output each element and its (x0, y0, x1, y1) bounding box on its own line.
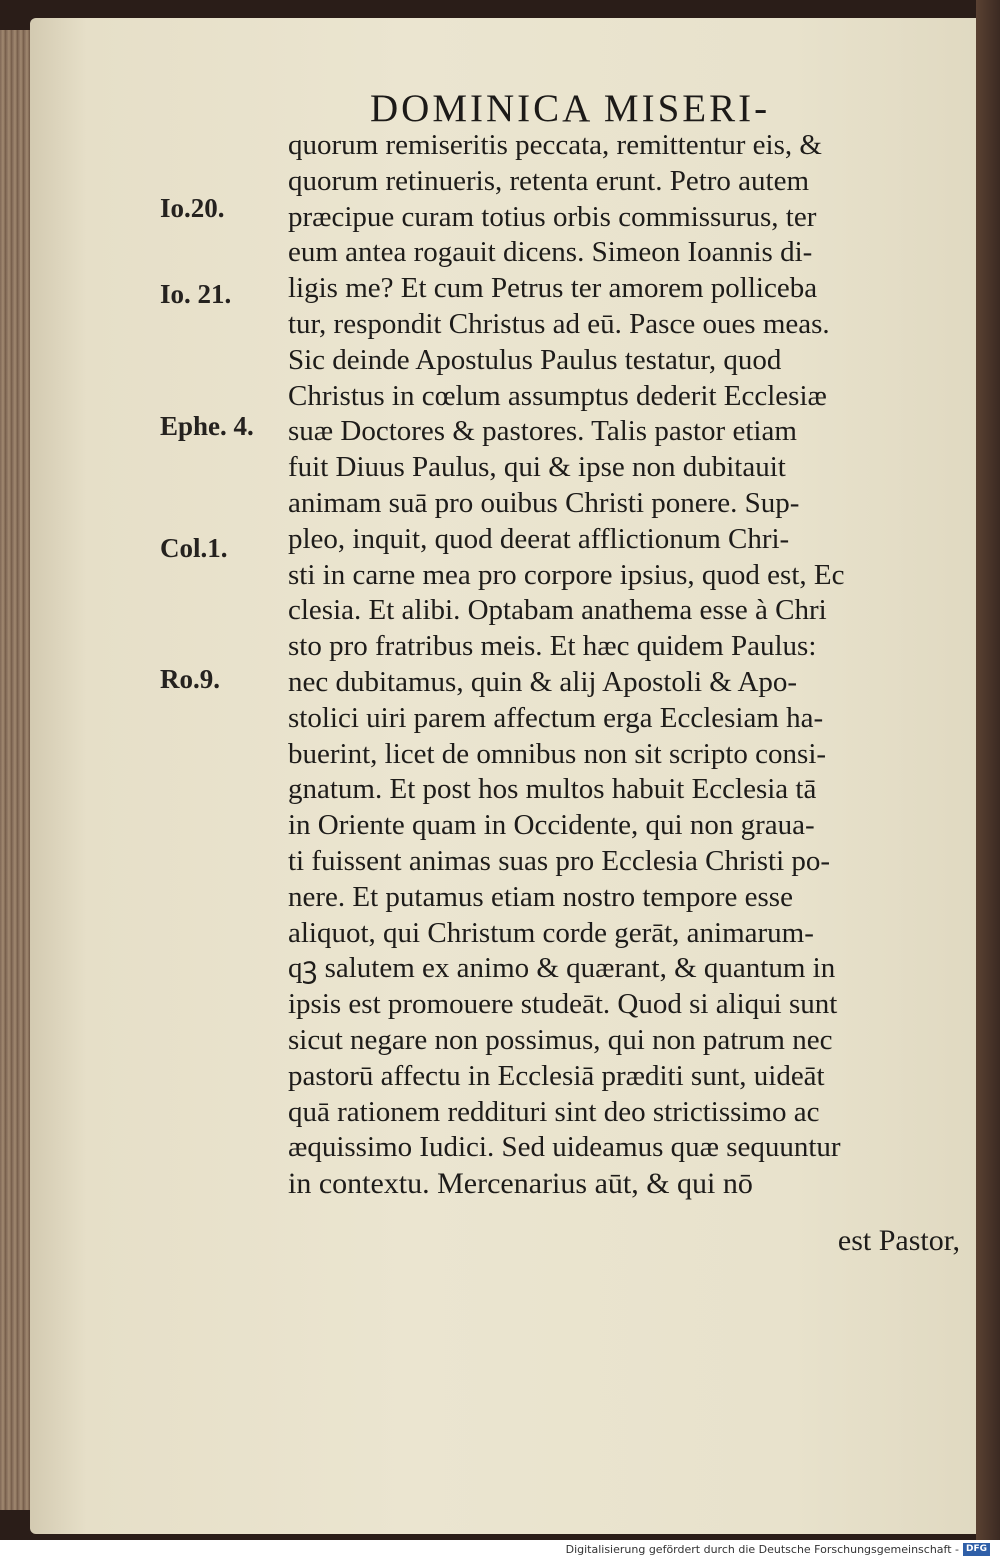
text-line: æquissimo Iudici. Sed uideamus quæ sequuntur (288, 1131, 841, 1164)
body-text (288, 128, 956, 1202)
text-line: gnatum. Et post hos multos habuit Ecclesia tā (288, 773, 817, 806)
text-line: pastorū affectu in Ecclesiā præditi sunt, uideāt (288, 1059, 825, 1092)
running-head: DOMINICA MISERI- (370, 87, 771, 130)
text-line: quorum retinueris, retenta erunt. Petro autem (288, 164, 810, 197)
text-line: animam suā pro ouibus Christi ponere. Sup- (288, 486, 800, 519)
text-line: aliquot, qui Christum corde gerāt, animarum- (288, 916, 814, 949)
text-line: clesia. Et alibi. Optabam anathema esse à Chri (288, 594, 827, 627)
dfg-logo: DFG (963, 1543, 990, 1556)
text-line: tur, respondit Christus ad eū. Pasce oues meas. (288, 307, 830, 340)
catchword: est Pastor, (837, 1224, 960, 1257)
book-edge-right (976, 0, 1000, 1540)
text-line: eum antea rogauit dicens. Simeon Ioannis di- (288, 236, 813, 269)
marginal-note-io20: Io.20. (160, 193, 225, 223)
credit-text: Digitalisierung gefördert durch die Deutsche Forschungsgemeinschaft - (565, 1542, 959, 1556)
text-line: ipsis est promouere studeāt. Quod si aliqui sunt (288, 988, 838, 1021)
text-line: ligis me? Et cum Petrus ter amorem polliceba (288, 272, 818, 305)
text-line: sicut negare non possimus, qui non patrum nec (288, 1023, 833, 1056)
text-line: Sic deinde Apostulus Paulus testatur, quod (288, 343, 782, 376)
text-line: quorum remiseritis peccata, remittentur eis, & (288, 129, 822, 161)
text-line: sti in carne mea pro corpore ipsius, quod est, Ec (288, 558, 845, 591)
marginal-note-col1: Col.1. (160, 533, 228, 563)
text-line: præcipue curam totius orbis commissurus, ter (288, 200, 817, 233)
marginal-note-io21: Io. 21. (160, 279, 232, 309)
marginal-note-ro9: Ro.9. (160, 664, 220, 694)
digitization-credit (566, 1541, 990, 1557)
text-line: nere. Et putamus etiam nostro tempore esse (288, 880, 793, 913)
text-line: sto pro fratribus meis. Et hæc quidem Paulus: (288, 630, 817, 663)
marginal-note-ephe4: Ephe. 4. (160, 411, 254, 441)
text-line: suæ Doctores & pastores. Talis pastor etiam (288, 415, 797, 448)
book-edge-left (0, 30, 34, 1510)
text-line: Christus in cœlum assumptus dederit Ecclesiæ (288, 379, 827, 412)
text-line: in Oriente quam in Occidente, qui non grauа- (288, 809, 815, 842)
text-line: qꝫ salutem ex animo & quærant, & quantum in (288, 952, 836, 985)
text-line: pleo, inquit, quod deerat afflictionum Chri- (288, 522, 790, 555)
text-line: stolici uiri parem affectum erga Ecclesiam ha- (288, 701, 824, 734)
text-line: in contextu. Mercenarius aūt, & qui nō (288, 1167, 753, 1201)
text-line: quā rationem reddituri sint deo strictissimo ac (288, 1095, 820, 1128)
text-line: nec dubitamus, quin & alij Apostoli & Apo- (288, 665, 798, 698)
text-line: fuit Diuus Paulus, qui & ipse non dubitauit (288, 451, 786, 484)
text-line: buerint, licet de omnibus non sit scripto consi- (288, 737, 827, 770)
text-line: ti fuissent animas suas pro Ecclesia Christi po- (288, 844, 831, 877)
